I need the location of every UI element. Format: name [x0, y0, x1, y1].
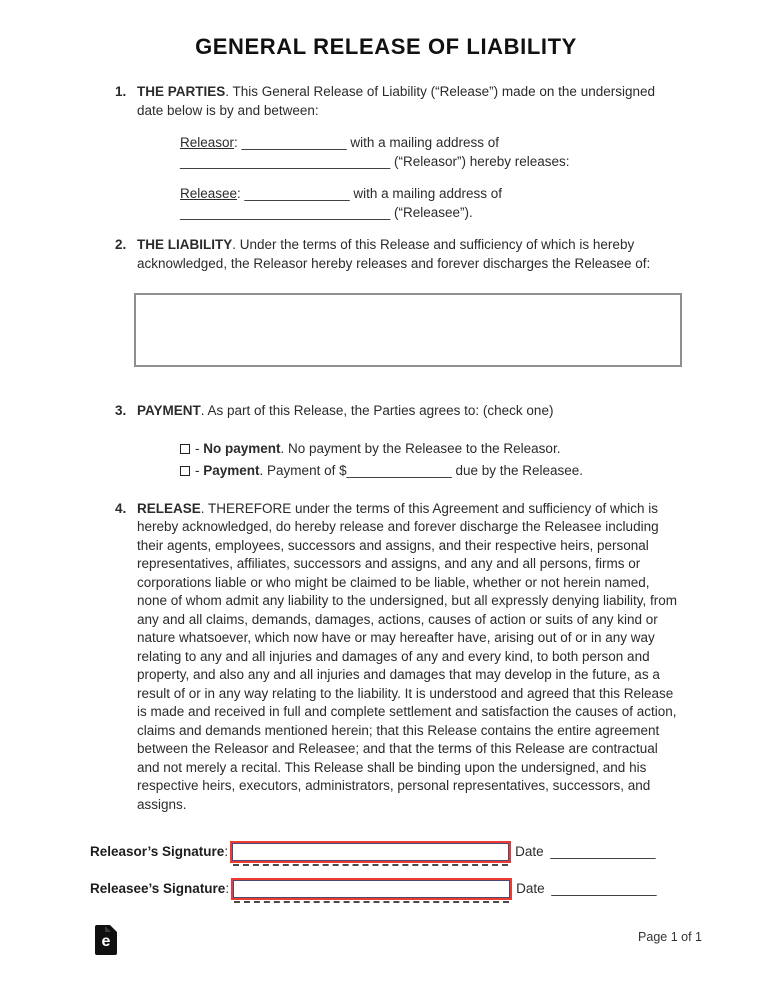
section-payment-heading: PAYMENT	[137, 403, 201, 418]
payment-text: . Payment of $______________ due by the Releasee.	[259, 462, 584, 478]
releasor-label: Releasor	[180, 135, 235, 150]
section-number: 1.	[115, 84, 127, 99]
payment-option	[180, 460, 682, 482]
releasee-signature-input[interactable]	[231, 878, 512, 900]
section-payment-body	[137, 402, 682, 486]
releasor-signature-input[interactable]	[230, 841, 511, 863]
releasee-signature-colon: :	[225, 880, 230, 896]
section-release-heading: RELEASE	[137, 500, 201, 516]
section-number: 2.	[115, 237, 127, 252]
section-liability-heading: THE LIABILITY	[137, 237, 233, 252]
signature-underline	[234, 901, 509, 903]
releasor-date-label: Date ______________	[515, 843, 656, 859]
releasor-signature-field	[230, 841, 511, 863]
section-parties-intro: . This General Release of Liability (“Release”) made on the undersigned date below is by and between:	[137, 84, 655, 118]
signature-underline	[233, 864, 508, 866]
document-title: GENERAL RELEASE OF LIABILITY	[195, 34, 577, 59]
releasee-date-label: Date ______________	[516, 880, 657, 896]
releasor-block	[180, 134, 682, 171]
section-parties-body	[137, 83, 682, 222]
section-payment	[115, 402, 682, 486]
releasee-signature-row	[90, 877, 682, 901]
releasor-line2: ____________________________ (“Releasor”) hereby releases:	[180, 153, 570, 169]
payment-checkbox[interactable]	[180, 466, 190, 476]
releasee-line2: ____________________________ (“Releasee”).	[180, 204, 473, 220]
payment-options	[180, 438, 682, 482]
section-release-body	[137, 500, 682, 815]
releasee-signature-label: Releasee’s Signature	[90, 880, 226, 896]
releasor-signature-colon: :	[224, 843, 229, 859]
section-parties-heading: THE PARTIES	[137, 84, 226, 99]
no-payment-text: . No payment by the Releasee to the Releasor.	[280, 440, 561, 456]
no-payment-option	[180, 438, 682, 460]
eforms-logo-icon	[95, 925, 117, 955]
section-release-text: . THEREFORE under the terms of this Agreement and sufficiency of which is hereby acknowledged, do hereby release and forever discharge the Releasee including their agents, employees, successors and assigns, and their respective heirs, personal representatives, affiliates, successors and assigns, and any and all persons, firms or corporations liable or who might be claimed to be liable, whether or not herein named, none of whom admit any liability to the undersigned, but all expressly denying liability, from any and all claims, demands, damages, actions, causes of action or suits of any kind or nature whatsoever, which now have or may hereafter have, arising out of or in any way relating to any and all injuries and damages of any and every kind, to both person and property, and also any and all injuries and damages that may develop in the future, as a result of or in any way relating to the liability. It is understood and agreed that this Release is made and received in full and complete settlement and satisfaction the causes of action, claims and demands mentioned herein; that this Release contains the entire agreement between the Releasor and Releasee; and that the terms of this Release are contractual and not merely a recital. This Release shall be binding upon the undersigned, and his respective heirs, executors, administrators, personal representatives, successors, and assigns.	[137, 500, 678, 812]
eforms-logo-letter: e	[101, 932, 111, 950]
releasor-line1: : ______________ with a mailing address of	[234, 135, 499, 150]
section-release	[115, 500, 682, 815]
releasor-signature-label: Releasor’s Signature	[90, 843, 225, 859]
option-dash: -	[195, 462, 200, 478]
releasee-signature-field	[231, 878, 512, 900]
payment-label: Payment	[203, 462, 260, 478]
section-liability	[115, 236, 682, 388]
option-dash: -	[195, 440, 200, 456]
section-parties	[115, 83, 682, 222]
no-payment-checkbox[interactable]	[180, 444, 190, 454]
section-number: 3.	[115, 403, 127, 418]
section-liability-text: . Under the terms of this Release and sufficiency of which is hereby acknowledged, the Releasor hereby releases and forever discharges the Releasee of:	[137, 237, 651, 271]
section-payment-text: . As part of this Release, the Parties agrees to: (check one)	[200, 403, 554, 418]
releasee-block	[180, 185, 682, 222]
releasee-line1: : ______________ with a mailing address of	[237, 186, 502, 201]
no-payment-label: No payment	[203, 440, 281, 456]
liability-textbox[interactable]	[134, 293, 682, 367]
page-indicator: Page 1 of 1	[638, 929, 702, 944]
releasee-label: Releasee	[180, 186, 238, 201]
section-number: 4.	[115, 500, 127, 516]
releasor-signature-row	[90, 840, 682, 864]
section-liability-body	[137, 236, 682, 388]
